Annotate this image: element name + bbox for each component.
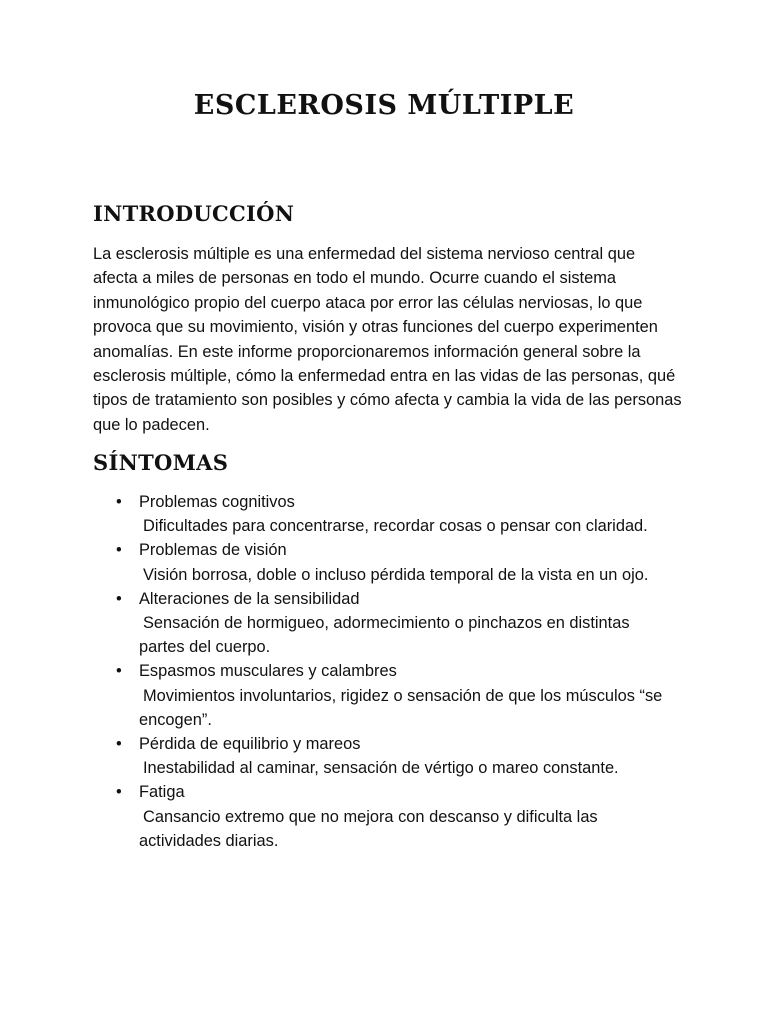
bullet-icon: • xyxy=(116,589,122,608)
bullet-icon: • xyxy=(116,541,122,560)
introduction-heading: INTRODUCCIÓN xyxy=(93,201,295,226)
symptom-name: Fatiga xyxy=(139,783,185,802)
introduction-paragraph: La esclerosis múltiple es una enfermedad del sistema nervioso central que afecta a miles de personas en todo el mundo. Ocurre cuando el sistema inmunológico propio del cuerpo ataca por error las células nerviosas, lo que provoca que su movimiento, visión y otras funciones del cuerpo experimenten anomalías. En este informe proporcionaremos información general sobre la esclerosis múltiple, cómo la enfermedad entra en las vidas de las personas, qué tipos de tratamiento son posibles y cómo afecta y cambia la vida de las personas que lo padecen. xyxy=(93,245,682,434)
bullet-icon: • xyxy=(116,783,122,802)
list-item xyxy=(93,587,673,660)
symptoms-list xyxy=(93,490,673,853)
symptom-description: Sensación de hormigueo, adormecimiento o pinchazos en distintas partes del cuerpo. xyxy=(139,614,630,657)
symptom-description: Dificultades para concentrarse, recordar cosas o pensar con claridad. xyxy=(143,517,648,536)
document-title: ESCLEROSIS MÚLTIPLE xyxy=(193,90,575,121)
list-item xyxy=(93,538,673,586)
bullet-icon: • xyxy=(116,493,122,511)
list-item xyxy=(93,659,673,732)
symptoms-heading: SÍNTOMAS xyxy=(93,450,229,475)
symptom-description: Visión borrosa, doble o incluso pérdida temporal de la vista en un ojo. xyxy=(143,565,649,584)
list-item xyxy=(93,732,673,780)
symptom-name: Problemas de visión xyxy=(139,541,287,560)
symptom-name: Espasmos musculares y calambres xyxy=(139,662,397,681)
bullet-icon: • xyxy=(116,662,122,681)
symptom-description: Inestabilidad al caminar, sensación de vértigo o mareo constante. xyxy=(143,759,619,778)
symptom-name: Problemas cognitivos xyxy=(139,493,295,511)
list-item xyxy=(93,780,673,853)
symptom-description: Cansancio extremo que no mejora con descanso y dificulta las actividades diarias. xyxy=(139,807,598,850)
bullet-icon: • xyxy=(116,735,122,754)
symptom-description: Movimientos involuntarios, rigidez o sensación de que los músculos “se encogen”. xyxy=(139,686,663,729)
symptom-name: Pérdida de equilibrio y mareos xyxy=(139,735,361,754)
symptom-name: Alteraciones de la sensibilidad xyxy=(139,589,360,608)
list-item xyxy=(93,490,673,538)
